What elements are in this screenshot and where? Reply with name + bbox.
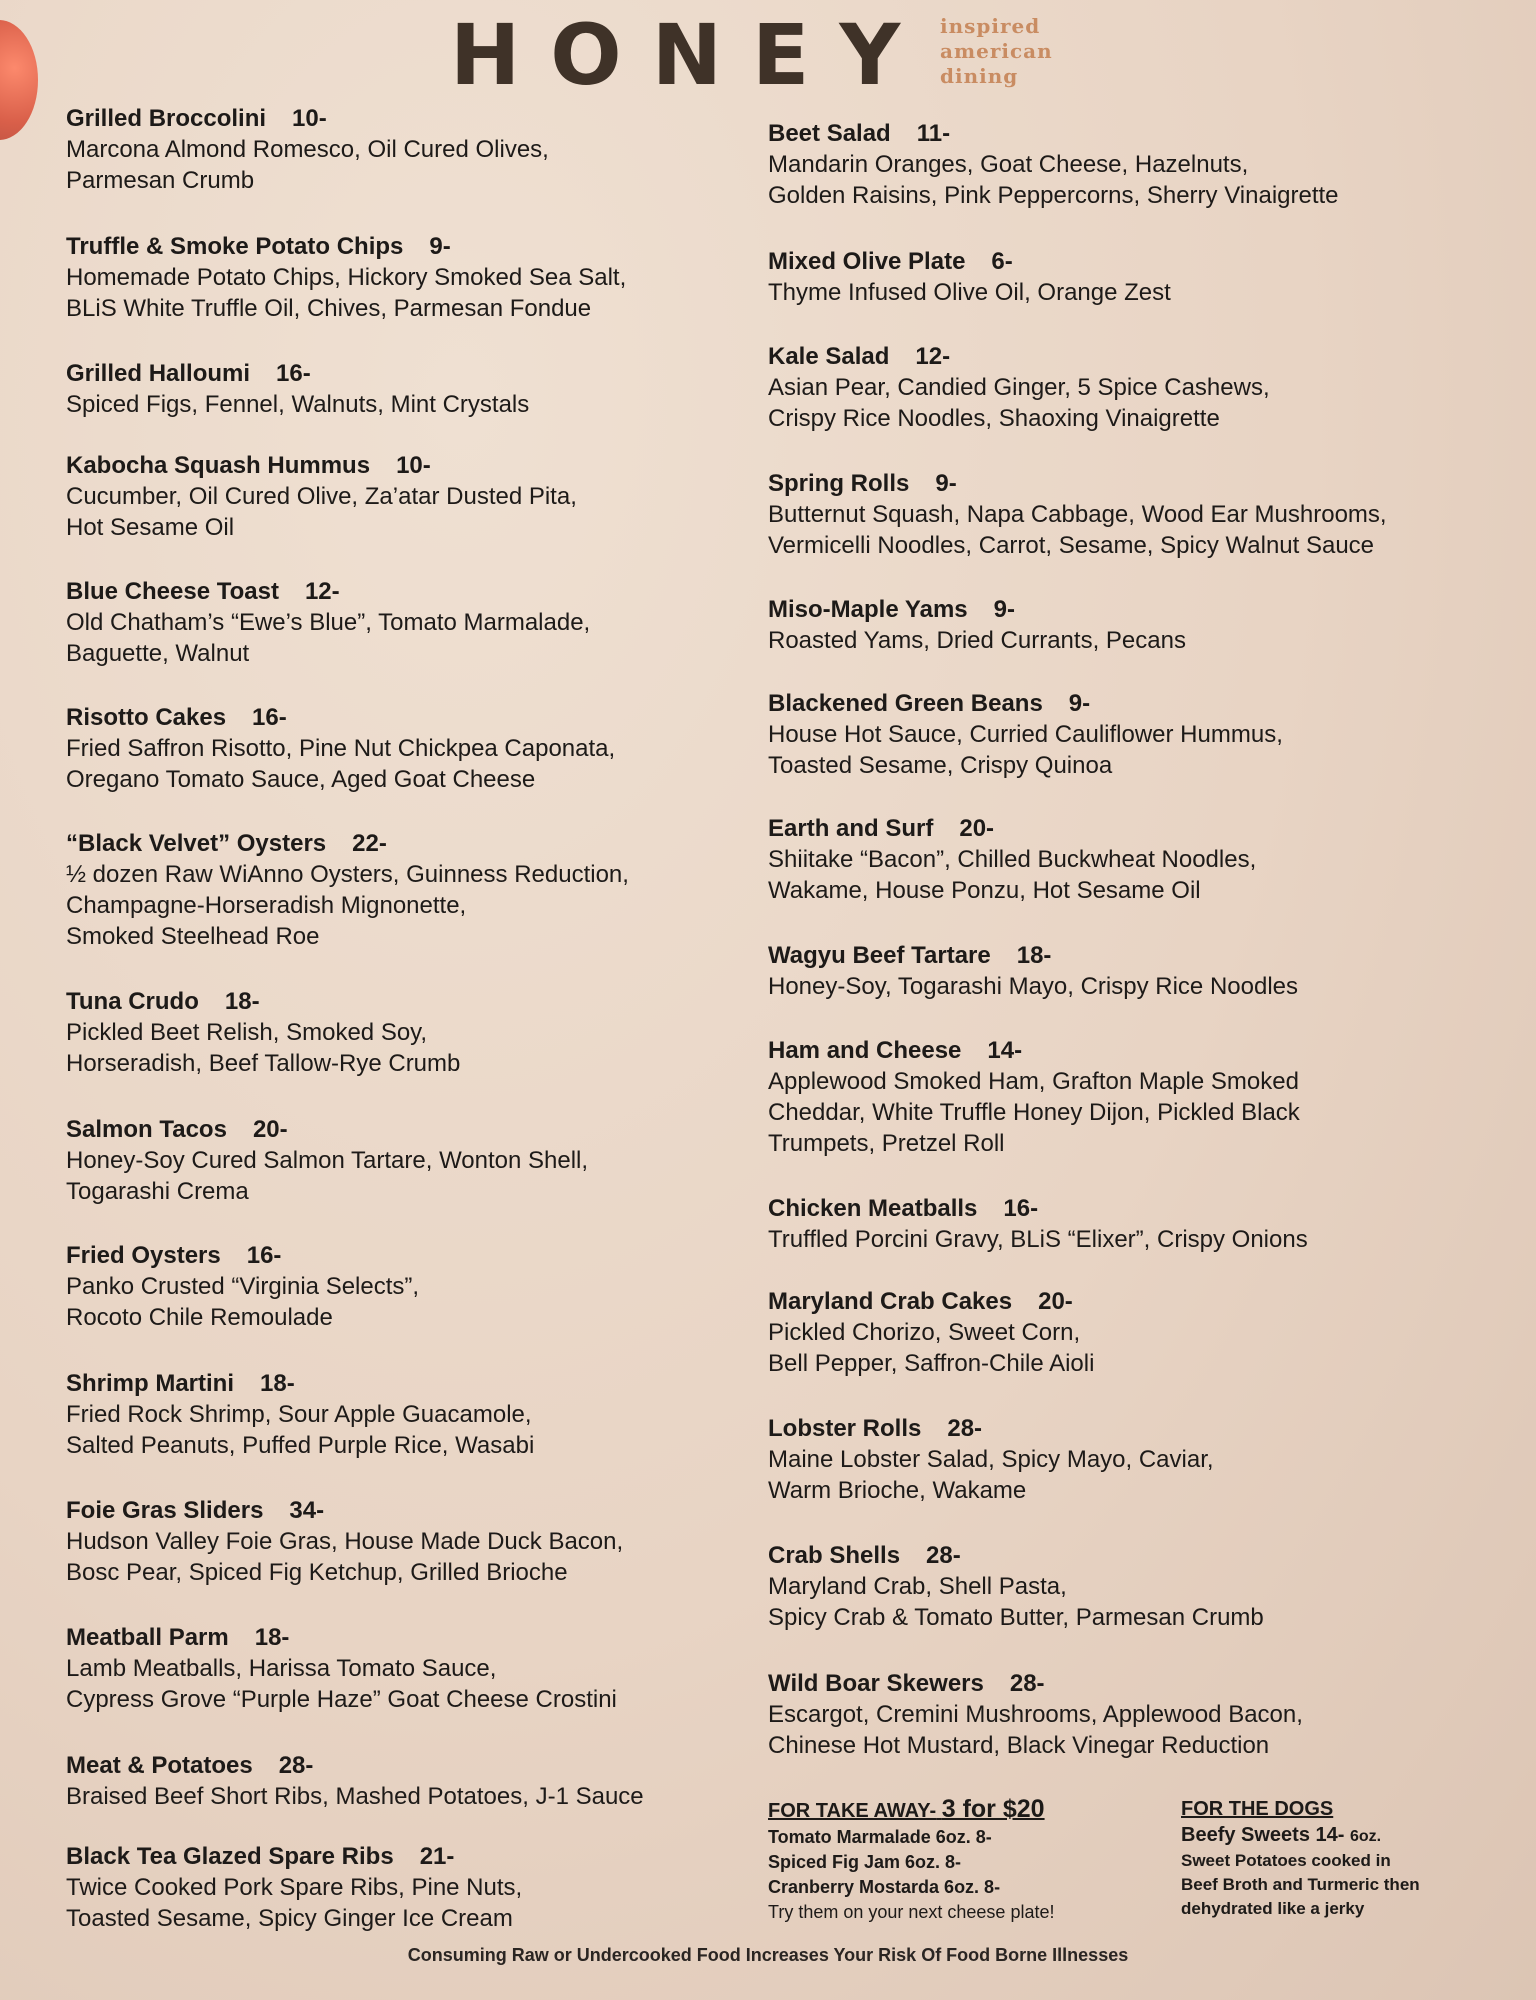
desc-line: Homemade Potato Chips, Hickory Smoked Sea Salt, [66,264,627,291]
desc-line: Truffled Porcini Gravy, BLiS “Elixer”, Crispy Onions [768,1226,1308,1253]
logo: HONEY [450,6,931,104]
item-price: 6- [991,248,1013,275]
take-away-label: FOR TAKE AWAY- [768,1800,937,1822]
menu-item [66,1623,617,1715]
item-description [66,1399,534,1461]
desc-line: Bell Pepper, Saffron-Chile Aioli [768,1350,1095,1377]
item-description [66,1526,623,1588]
menu-item [768,1414,1214,1506]
dogs-section [1181,1795,1521,1921]
item-description [768,1699,1303,1761]
item-description [768,719,1283,781]
item-description [768,499,1387,561]
item-description [66,1271,419,1333]
item-price: 28- [926,1542,961,1569]
item-price: 9- [993,596,1015,623]
item-price: 16- [1003,1195,1039,1222]
desc-line: BLiS White Truffle Oil, Chives, Parmesan Fondue [66,295,592,322]
menu-item [768,1669,1303,1761]
menu-item [768,119,1339,211]
desc-line: Hot Sesame Oil [66,514,235,541]
item-description [66,1017,460,1079]
desc-line: Parmesan Crumb [66,167,255,194]
desc-line: Fried Rock Shrimp, Sour Apple Guacamole, [66,1401,532,1428]
item-price: 34- [289,1497,325,1524]
item-price: 16- [276,360,311,387]
item-description [66,389,529,420]
item-description [768,149,1339,211]
desc-line: Vermicelli Noodles, Carrot, Sesame, Spicy Walnut Sauce [768,532,1375,559]
desc-line: Chinese Hot Mustard, Black Vinegar Reduction [768,1732,1270,1759]
desc-line: Shiitake “Bacon”, Chilled Buckwheat Noodles, [768,846,1257,873]
desc-line: Lamb Meatballs, Harissa Tomato Sauce, [66,1655,497,1682]
desc-line: Butternut Squash, Napa Cabbage, Wood Ear Mushrooms, [768,501,1387,528]
item-description [768,277,1171,308]
item-price: 20- [1038,1288,1073,1315]
item-price: 18- [224,988,260,1015]
item-name: Blackened Green Beans [768,690,1043,717]
desc-line: Pickled Chorizo, Sweet Corn, [768,1319,1081,1346]
item-price: 18- [260,1370,295,1397]
item-name: Grilled Broccolini [66,105,267,132]
menu-item [66,1115,588,1207]
tagline-line: dining [940,64,1019,88]
menu-item [66,987,460,1079]
menu-header [0,6,1536,104]
menu-item [66,577,590,669]
item-description [768,1444,1214,1506]
dogs-line: dehydrated like a jerky [1181,1899,1365,1918]
item-price: 28- [947,1415,983,1442]
menu-item [66,1842,522,1934]
take-away-line: Spiced Fig Jam 6oz. 8- [768,1852,962,1872]
desc-line: Toasted Sesame, Spicy Ginger Ice Cream [66,1905,513,1932]
item-name: Wild Boar Skewers [768,1670,984,1697]
dogs-item-name: Beefy Sweets [1181,1824,1310,1846]
item-description [66,262,626,324]
item-name: Risotto Cakes [66,704,227,731]
menu-item [768,941,1298,1002]
menu-item [768,595,1186,656]
take-away-line: Tomato Marmalade 6oz. 8- [768,1827,992,1847]
desc-line: Trumpets, Pretzel Roll [768,1130,1005,1157]
item-name: Salmon Tacos [66,1116,227,1143]
dogs-item-price: 14- [1315,1824,1345,1846]
item-description [768,1317,1094,1379]
food-safety-notice: Consuming Raw or Undercooked Food Increases Your Risk Of Food Borne Illnesses [407,1945,1129,1965]
item-price: 12- [915,343,951,370]
item-price: 10- [292,105,327,132]
desc-line: Thyme Infused Olive Oil, Orange Zest [768,279,1171,306]
desc-line: House Hot Sauce, Curried Cauliflower Hummus, [768,721,1283,748]
item-description [768,971,1298,1002]
item-price: 11- [916,120,951,147]
desc-line: Maryland Crab, Shell Pasta, [768,1573,1067,1600]
desc-line: Braised Beef Short Ribs, Mashed Potatoes, J-1 Sauce [66,1783,644,1810]
dogs-title: FOR THE DOGS [1181,1798,1334,1820]
item-name: Blue Cheese Toast [66,578,279,605]
dogs-item [1181,1823,1521,1849]
desc-line: Maine Lobster Salad, Spicy Mayo, Caviar, [768,1446,1214,1473]
item-description [768,625,1186,656]
desc-line: Golden Raisins, Pink Peppercorns, Sherry Vinaigrette [768,182,1339,209]
item-description [768,1571,1264,1633]
item-price: 16- [246,1242,282,1269]
item-price: 28- [278,1752,314,1779]
item-name: Grilled Halloumi [66,360,251,387]
desc-line: Fried Saffron Risotto, Pine Nut Chickpea Caponata, [66,735,616,762]
menu-item [768,689,1283,781]
item-description [66,859,629,952]
desc-line: Oregano Tomato Sauce, Aged Goat Cheese [66,766,536,793]
desc-line: Togarashi Crema [66,1178,249,1205]
desc-line: Asian Pear, Candied Ginger, 5 Spice Cashews, [768,374,1270,401]
desc-line: Baguette, Walnut [66,640,250,667]
menu-item [66,359,529,420]
menu-item [768,1194,1308,1255]
desc-line: Spicy Crab & Tomato Butter, Parmesan Crumb [768,1604,1264,1631]
desc-line: Horseradish, Beef Tallow-Rye Crumb [66,1050,461,1077]
menu-item [768,1541,1264,1633]
tagline [940,14,1053,89]
item-description [768,844,1256,906]
item-name: Black Tea Glazed Spare Ribs [66,1843,394,1870]
item-name: Kabocha Squash Hummus [66,452,371,479]
item-name: Maryland Crab Cakes [768,1288,1013,1315]
item-description [66,134,549,196]
tagline-line: inspired [940,14,1041,38]
desc-line: Toasted Sesame, Crispy Quinoa [768,752,1113,779]
item-price: 9- [1068,690,1091,717]
desc-line: Crispy Rice Noodles, Shaoxing Vinaigrette [768,405,1220,432]
desc-line: Cheddar, White Truffle Honey Dijon, Pickled Black [768,1099,1300,1126]
item-name: Foie Gras Sliders [66,1497,264,1524]
take-away-line: Try them on your next cheese plate! [768,1902,1055,1922]
item-price: 16- [252,704,287,731]
desc-line: Panko Crusted “Virginia Selects”, [66,1273,420,1300]
item-price: 18- [254,1624,290,1651]
menu-item [66,1369,534,1461]
item-price: 20- [252,1116,288,1143]
desc-line: Wakame, House Ponzu, Hot Sesame Oil [768,877,1201,904]
item-name: Lobster Rolls [768,1415,922,1442]
item-description [66,1145,588,1207]
item-description [66,481,577,543]
take-away-section [768,1795,1168,1925]
item-name: Miso-Maple Yams [768,596,968,623]
item-name: “Black Velvet” Oysters [66,830,327,857]
item-description [768,1224,1308,1255]
item-price: 12- [304,578,340,605]
desc-line: Roasted Yams, Dried Currants, Pecans [768,627,1186,654]
desc-line: Rocoto Chile Remoulade [66,1304,333,1331]
item-description [66,1872,522,1934]
item-description [768,1066,1300,1159]
desc-line: Escargot, Cremini Mushrooms, Applewood Bacon, [768,1701,1303,1728]
item-name: Kale Salad [768,343,890,370]
menu-item [768,1036,1300,1159]
desc-line: Champagne-Horseradish Mignonette, [66,892,467,919]
desc-line: Honey-Soy Cured Salmon Tartare, Wonton Shell, [66,1147,589,1174]
take-away-title [768,1795,1168,1825]
item-name: Tuna Crudo [66,988,199,1015]
desc-line: Bosc Pear, Spiced Fig Ketchup, Grilled Brioche [66,1559,568,1586]
menu-item [66,232,626,324]
item-price: 18- [1016,942,1052,969]
desc-line: Applewood Smoked Ham, Grafton Maple Smoked [768,1068,1299,1095]
item-name: Spring Rolls [768,470,910,497]
desc-line: ½ dozen Raw WiAnno Oysters, Guinness Reduction, [66,861,629,888]
item-price: 9- [935,470,957,497]
take-away-deal: 3 for $20 [941,1795,1045,1823]
desc-line: Hudson Valley Foie Gras, House Made Duck Bacon, [66,1528,624,1555]
item-price: 28- [1009,1670,1045,1697]
menu-item [768,469,1387,561]
item-price: 10- [396,452,431,479]
menu-item [768,247,1171,308]
item-name: Beet Salad [768,120,891,147]
item-name: Mixed Olive Plate [768,248,966,275]
item-price: 20- [959,815,995,842]
item-description [66,1781,644,1812]
desc-line: Spiced Figs, Fennel, Walnuts, Mint Crystals [66,391,530,418]
item-description [66,1653,617,1715]
item-name: Chicken Meatballs [768,1195,978,1222]
item-description [66,607,590,669]
desc-line: Cypress Grove “Purple Haze” Goat Cheese Crostini [66,1686,617,1713]
menu-item [768,342,1270,434]
item-price: 21- [419,1843,455,1870]
desc-line: Cucumber, Oil Cured Olive, Za’atar Dusted Pita, [66,483,577,510]
item-price: 22- [352,830,387,857]
desc-line: Warm Brioche, Wakame [768,1477,1027,1504]
dogs-line: Beef Broth and Turmeric then [1181,1875,1420,1894]
menu-item [66,104,549,196]
item-price: 14- [987,1037,1023,1064]
item-description [768,372,1270,434]
desc-line: Twice Cooked Pork Spare Ribs, Pine Nuts, [66,1874,523,1901]
desc-line: Old Chatham’s “Ewe’s Blue”, Tomato Marmalade, [66,609,591,636]
item-price: 9- [429,233,451,260]
menu-item [66,451,577,543]
item-name: Ham and Cheese [768,1037,962,1064]
item-name: Meat & Potatoes [66,1752,253,1779]
item-name: Earth and Surf [768,815,934,842]
dogs-item-size: 6oz. [1350,1828,1382,1845]
desc-line: Marcona Almond Romesco, Oil Cured Olives, [66,136,549,163]
item-name: Shrimp Martini [66,1370,235,1397]
take-away-line: Cranberry Mostarda 6oz. 8- [768,1877,1001,1897]
dogs-line: Sweet Potatoes cooked in [1181,1851,1391,1870]
item-name: Crab Shells [768,1542,901,1569]
menu-item [66,1496,623,1588]
desc-line: Mandarin Oranges, Goat Cheese, Hazelnuts, [768,151,1249,178]
desc-line: Honey-Soy, Togarashi Mayo, Crispy Rice Noodles [768,973,1299,1000]
desc-line: Pickled Beet Relish, Smoked Soy, [66,1019,428,1046]
menu-item [66,703,615,795]
item-name: Truffle & Smoke Potato Chips [66,233,404,260]
tagline-line: american [940,39,1053,63]
menu-item [768,814,1256,906]
menu-item [768,1287,1094,1379]
item-description [66,733,615,795]
menu-item [66,1241,419,1333]
menu-item [66,1751,644,1812]
desc-line: Smoked Steelhead Roe [66,923,320,950]
menu-item [66,829,629,952]
item-name: Fried Oysters [66,1242,221,1269]
item-name: Meatball Parm [66,1624,229,1651]
item-name: Wagyu Beef Tartare [768,942,991,969]
desc-line: Salted Peanuts, Puffed Purple Rice, Wasabi [66,1432,535,1459]
